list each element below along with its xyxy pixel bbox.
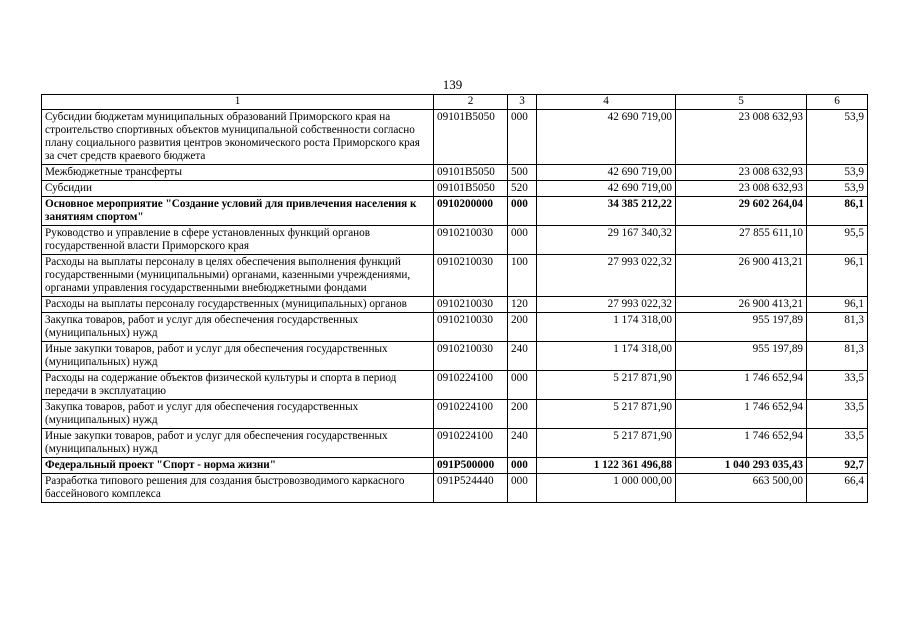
row-plan-cell: 5 217 871,90: [537, 371, 676, 400]
row-plan-cell: 29 167 340,32: [537, 226, 676, 255]
row-percent-cell: 81,3: [807, 313, 868, 342]
row-name-cell: Расходы на содержание объектов физической культуры и спорта в период передачи в эксплуатацию: [42, 371, 434, 400]
row-code-cell: 0910224100: [434, 400, 508, 429]
row-plan-cell: 1 174 318,00: [537, 313, 676, 342]
row-expense-type-cell: 240: [508, 429, 537, 458]
row-code-cell: 0910210030: [434, 297, 508, 313]
row-plan-cell: 1 122 361 496,88: [537, 458, 676, 474]
row-expense-type-cell: 000: [508, 458, 537, 474]
table-row: [42, 297, 868, 313]
row-name-cell: Руководство и управление в сфере установленных функций органов государственной власти Приморского края: [42, 226, 434, 255]
row-name-cell: Основное мероприятие "Создание условий для привлечения населения к занятиям спортом": [42, 197, 434, 226]
row-actual-cell: 27 855 611,10: [676, 226, 807, 255]
row-plan-cell: 42 690 719,00: [537, 110, 676, 165]
row-name-cell: Иные закупки товаров, работ и услуг для обеспечения государственных (муниципальных) нужд: [42, 342, 434, 371]
row-code-cell: 09101В5050: [434, 181, 508, 197]
row-name-cell: Разработка типового решения для создания быстровозводимого каркасного бассейнового комплекса: [42, 474, 434, 503]
row-actual-cell: 1 746 652,94: [676, 371, 807, 400]
row-expense-type-cell: 240: [508, 342, 537, 371]
row-percent-cell: 96,1: [807, 297, 868, 313]
row-percent-cell: 95,5: [807, 226, 868, 255]
column-header: 4: [537, 95, 676, 110]
table-row: [42, 255, 868, 297]
row-plan-cell: 5 217 871,90: [537, 429, 676, 458]
row-percent-cell: 86,1: [807, 197, 868, 226]
row-code-cell: 0910200000: [434, 197, 508, 226]
row-plan-cell: 34 385 212,22: [537, 197, 676, 226]
row-code-cell: 0910224100: [434, 429, 508, 458]
row-actual-cell: 1 040 293 035,43: [676, 458, 807, 474]
table-row: [42, 226, 868, 255]
row-percent-cell: 66,4: [807, 474, 868, 503]
row-actual-cell: 663 500,00: [676, 474, 807, 503]
row-expense-type-cell: 200: [508, 400, 537, 429]
row-actual-cell: 955 197,89: [676, 313, 807, 342]
row-percent-cell: 53,9: [807, 110, 868, 165]
row-code-cell: 09101В5050: [434, 165, 508, 181]
row-code-cell: 0910210030: [434, 313, 508, 342]
row-percent-cell: 33,5: [807, 429, 868, 458]
column-header: 6: [807, 95, 868, 110]
row-actual-cell: 23 008 632,93: [676, 165, 807, 181]
table-row: [42, 313, 868, 342]
row-code-cell: 091P524440: [434, 474, 508, 503]
table-row: [42, 165, 868, 181]
row-code-cell: 0910210030: [434, 255, 508, 297]
row-name-cell: Федеральный проект "Спорт - норма жизни": [42, 458, 434, 474]
row-name-cell: Расходы на выплаты персоналу государственных (муниципальных) органов: [42, 297, 434, 313]
table-row: [42, 197, 868, 226]
row-name-cell: Субсидии: [42, 181, 434, 197]
page-number: 139: [442, 77, 463, 92]
row-percent-cell: 53,9: [807, 165, 868, 181]
row-expense-type-cell: 120: [508, 297, 537, 313]
column-header: 5: [676, 95, 807, 110]
column-header: 3: [508, 95, 537, 110]
row-percent-cell: 96,1: [807, 255, 868, 297]
row-expense-type-cell: 000: [508, 197, 537, 226]
table-row: [42, 110, 868, 165]
row-actual-cell: 955 197,89: [676, 342, 807, 371]
table-body: [42, 110, 868, 503]
header-row: [42, 95, 868, 110]
row-percent-cell: 33,5: [807, 400, 868, 429]
row-actual-cell: 1 746 652,94: [676, 400, 807, 429]
table-row: [42, 400, 868, 429]
table-row: [42, 181, 868, 197]
row-percent-cell: 53,9: [807, 181, 868, 197]
row-code-cell: 09101В5050: [434, 110, 508, 165]
column-header: 2: [434, 95, 508, 110]
row-plan-cell: 27 993 022,32: [537, 297, 676, 313]
table-row: [42, 458, 868, 474]
row-expense-type-cell: 000: [508, 474, 537, 503]
row-actual-cell: 26 900 413,21: [676, 255, 807, 297]
row-expense-type-cell: 100: [508, 255, 537, 297]
row-expense-type-cell: 520: [508, 181, 537, 197]
row-name-cell: Иные закупки товаров, работ и услуг для обеспечения государственных (муниципальных) нужд: [42, 429, 434, 458]
row-percent-cell: 81,3: [807, 342, 868, 371]
row-plan-cell: 27 993 022,32: [537, 255, 676, 297]
row-plan-cell: 1 174 318,00: [537, 342, 676, 371]
row-code-cell: 0910210030: [434, 226, 508, 255]
row-percent-cell: 33,5: [807, 371, 868, 400]
row-percent-cell: 92,7: [807, 458, 868, 474]
row-actual-cell: 1 746 652,94: [676, 429, 807, 458]
table-row: [42, 371, 868, 400]
row-plan-cell: 5 217 871,90: [537, 400, 676, 429]
row-code-cell: 0910224100: [434, 371, 508, 400]
row-code-cell: 091P500000: [434, 458, 508, 474]
row-name-cell: Субсидии бюджетам муниципальных образований Приморского края на строительство спортивных объектов муниципальной собственности согласно плану социального развития центров экономического роста Приморского края за счет средств краевого бюджета: [42, 110, 434, 165]
row-name-cell: Межбюджетные трансферты: [42, 165, 434, 181]
row-name-cell: Закупка товаров, работ и услуг для обеспечения государственных (муниципальных) нужд: [42, 400, 434, 429]
table-row: [42, 474, 868, 503]
row-expense-type-cell: 000: [508, 371, 537, 400]
row-name-cell: Расходы на выплаты персоналу в целях обеспечения выполнения функций государственными (муниципальными) органами, казенными учреждениями, органами управления государственными внебюджетными фондами: [42, 255, 434, 297]
row-plan-cell: 1 000 000,00: [537, 474, 676, 503]
row-actual-cell: 29 602 264,04: [676, 197, 807, 226]
table-row: [42, 429, 868, 458]
row-plan-cell: 42 690 719,00: [537, 165, 676, 181]
row-actual-cell: 23 008 632,93: [676, 181, 807, 197]
row-name-cell: Закупка товаров, работ и услуг для обеспечения государственных (муниципальных) нужд: [42, 313, 434, 342]
row-expense-type-cell: 000: [508, 110, 537, 165]
row-actual-cell: 23 008 632,93: [676, 110, 807, 165]
row-expense-type-cell: 500: [508, 165, 537, 181]
row-expense-type-cell: 200: [508, 313, 537, 342]
table-row: [42, 342, 868, 371]
budget-table: [41, 94, 868, 503]
row-expense-type-cell: 000: [508, 226, 537, 255]
row-code-cell: 0910210030: [434, 342, 508, 371]
row-plan-cell: 42 690 719,00: [537, 181, 676, 197]
column-header: 1: [42, 95, 434, 110]
row-actual-cell: 26 900 413,21: [676, 297, 807, 313]
